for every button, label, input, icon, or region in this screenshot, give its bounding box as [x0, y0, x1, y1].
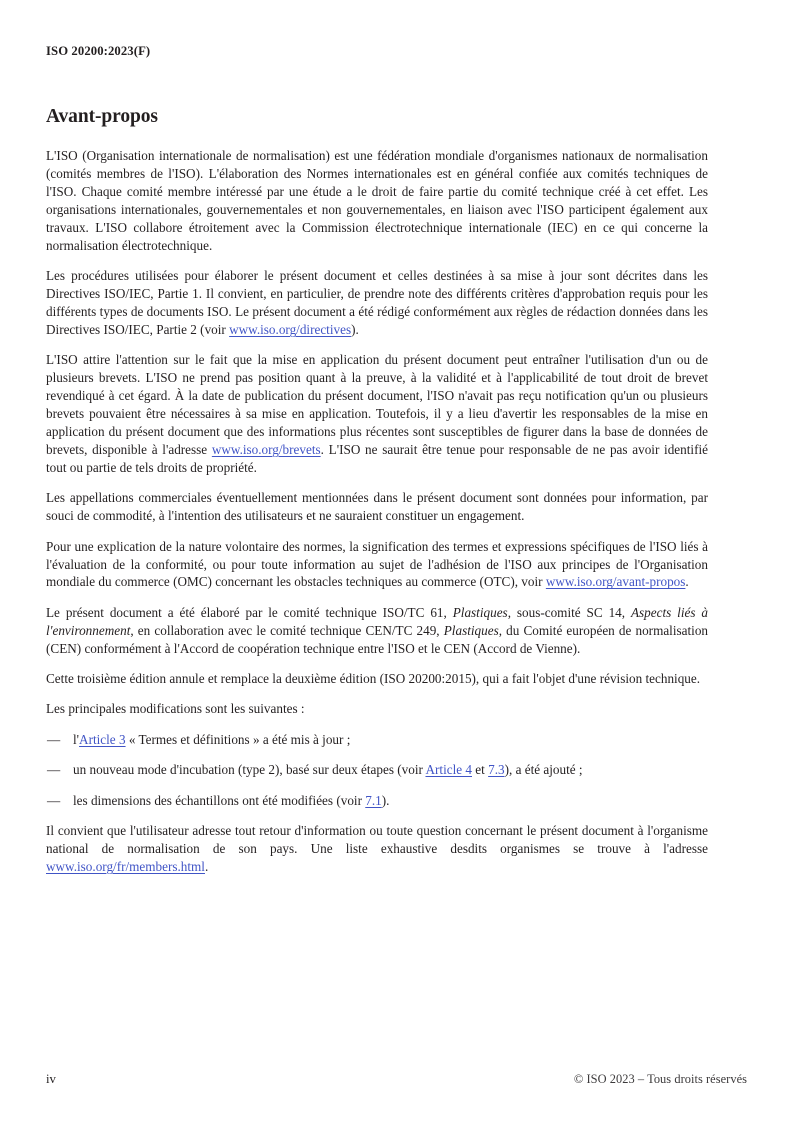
- paragraph-text: , en collaboration avec le comité technique CEN/TC 249,: [130, 622, 444, 638]
- paragraph-text: Les principales modifications sont les suivantes :: [46, 701, 305, 717]
- em-dash-marker: —: [47, 792, 61, 808]
- paragraph-procedures: [46, 267, 708, 339]
- paragraph-patents: [46, 351, 708, 476]
- paragraph-text-tail: .: [204, 858, 209, 874]
- copyright-notice: © ISO 2023 – Tous droits réservés: [573, 1072, 747, 1086]
- document-content: [46, 106, 708, 876]
- paragraph-text-tail: ).: [351, 322, 359, 338]
- paragraph-feedback: [46, 822, 708, 876]
- paragraph-text: L'ISO attire l'attention sur le fait que la mise en application du présent document peut entraîner l'utilisation d'un ou de plusieurs brevets. L'ISO ne prend pas position quant à la preuve, à la validité et à l'applicabilité de tout droit de brevet revendiqué à cet égard. À la date de publication du présent document, l'ISO n'avait pas reçu notification qu'un ou plusieurs brevets pouvaient être nécessaires à sa mise en application. Toutefois, il y a lieu d'avertir les responsables de la mise en application du présent document que des informations plus récentes sont susceptibles de figurer dans la base de données de brevets, disponible à l'adresse: [46, 352, 708, 458]
- list-item-text-mid: et: [472, 762, 489, 778]
- link-iso-directives[interactable]: www.iso.org/directives: [229, 322, 352, 338]
- page-number: iv: [46, 1072, 56, 1086]
- link-clause-7-1[interactable]: 7.1: [365, 792, 382, 808]
- list-item-text-tail: ), a été ajouté ;: [504, 762, 583, 778]
- list-item-text: les dimensions des échantillons ont été modifiées (voir: [73, 792, 366, 808]
- paragraph-changes-lead-in: [46, 700, 708, 718]
- paragraph-wto-tbt: [46, 538, 708, 592]
- link-iso-members[interactable]: www.iso.org/fr/members.html: [46, 858, 205, 874]
- document-footer: [46, 1072, 747, 1090]
- link-clause-7-3[interactable]: 7.3: [488, 762, 505, 778]
- paragraph-text-tail: .: [685, 574, 689, 590]
- paragraph-iso-definition: [46, 147, 708, 254]
- paragraph-text: Pour une explication de la nature volontaire des normes, la signification des termes et expressions spécifiques de l'ISO liés à l'évaluation de la conformité, ou pour toute information au sujet de l'adhésion de l'ISO aux principes de l'Organisation mondiale du commerce (OMC) concernant les obstacles techniques au commerce (OTC), voir: [46, 538, 708, 590]
- changes-list: [46, 731, 708, 810]
- paragraph-text-tail: . L'ISO ne saurait être tenue pour responsable de ne pas avoir identifié tout ou partie de tels droits de propriété.: [46, 442, 708, 475]
- list-item-text: l': [73, 731, 80, 747]
- paragraph-technical-committee: [46, 604, 708, 658]
- list-item: [46, 761, 708, 779]
- paragraph-text: Les procédures utilisées pour élaborer le présent document et celles destinées à sa mise à jour sont décrites dans les Directives ISO/IEC, Partie 1. Il convient, en particulier, de prendre note des différents critères d'approbation requis pour les différents types de documents ISO. Le présent document a été rédigé conformément aux règles de rédaction données dans les Directives ISO/IEC, Partie 2 (voir: [46, 268, 708, 338]
- list-item-text-tail: ).: [381, 792, 390, 808]
- page-title: Avant-propos: [46, 106, 158, 127]
- paragraph-trade-names: [46, 489, 708, 525]
- paragraph-text: L'ISO (Organisation internationale de normalisation) est une fédération mondiale d'organismes nationaux de normalisation (comités membres de l'ISO). L'élaboration des Normes internationales est en général confiée aux comités techniques de l'ISO. Chaque comité membre intéressé par une étude a le droit de faire partie du comité technique créé à cet effet. Les organisations internationales, gouvernementales et non gouvernementales, en liaison avec l'ISO participent également aux travaux. L'ISO collabore étroitement avec la Commission électrotechnique internationale (IEC) en ce qui concerne la normalisation électrotechnique.: [46, 148, 708, 253]
- list-item: [46, 731, 708, 749]
- list-item-text: un nouveau mode d'incubation (type 2), basé sur deux étapes (voir: [73, 762, 426, 778]
- em-dash-marker: —: [47, 731, 61, 747]
- paragraph-text: Cette troisième édition annule et remplace la deuxième édition (ISO 20200:2015), qui a fait l'objet d'une révision technique.: [46, 671, 701, 687]
- paragraph-text: Il convient que l'utilisateur adresse tout retour d'information ou toute question concernant le présent document à l'organisme national de normalisation de son pays. Une liste exhaustive desdits organismes se trouve à l'adresse: [46, 823, 708, 857]
- paragraph-text: Le présent document a été élaboré par le comité technique ISO/TC 61,: [46, 604, 453, 620]
- paragraph-text-tail: , du Comité européen de normalisation (CEN) conformément à l'Accord de coopération technique entre l'ISO et le CEN (Accord de Vienne).: [46, 622, 709, 656]
- cen-committee-title-plastiques: Plastiques: [443, 622, 499, 638]
- link-iso-brevets[interactable]: www.iso.org/brevets: [211, 442, 321, 458]
- list-item-text-tail: « Termes et définitions » a été mis à jour ;: [125, 731, 351, 747]
- list-item: [46, 792, 708, 810]
- subcommittee-title-aspects-environnement: Aspects liés à l'environnement: [46, 604, 708, 638]
- committee-title-plastiques: Plastiques: [452, 604, 508, 620]
- paragraph-edition-notice: [46, 670, 708, 688]
- paragraph-text: Les appellations commerciales éventuellement mentionnées dans le présent document sont données pour information, par souci de commodité, à l'intention des utilisateurs et ne sauraient constituer un engagement.: [46, 490, 708, 524]
- paragraph-text: , sous-comité SC 14,: [507, 604, 631, 620]
- em-dash-marker: —: [47, 762, 61, 778]
- link-iso-avant-propos[interactable]: www.iso.org/avant-propos: [545, 574, 686, 590]
- link-article-3[interactable]: Article 3: [79, 731, 126, 747]
- link-article-4[interactable]: Article 4: [425, 762, 472, 778]
- document-running-header: ISO 20200:2023(F): [46, 44, 151, 58]
